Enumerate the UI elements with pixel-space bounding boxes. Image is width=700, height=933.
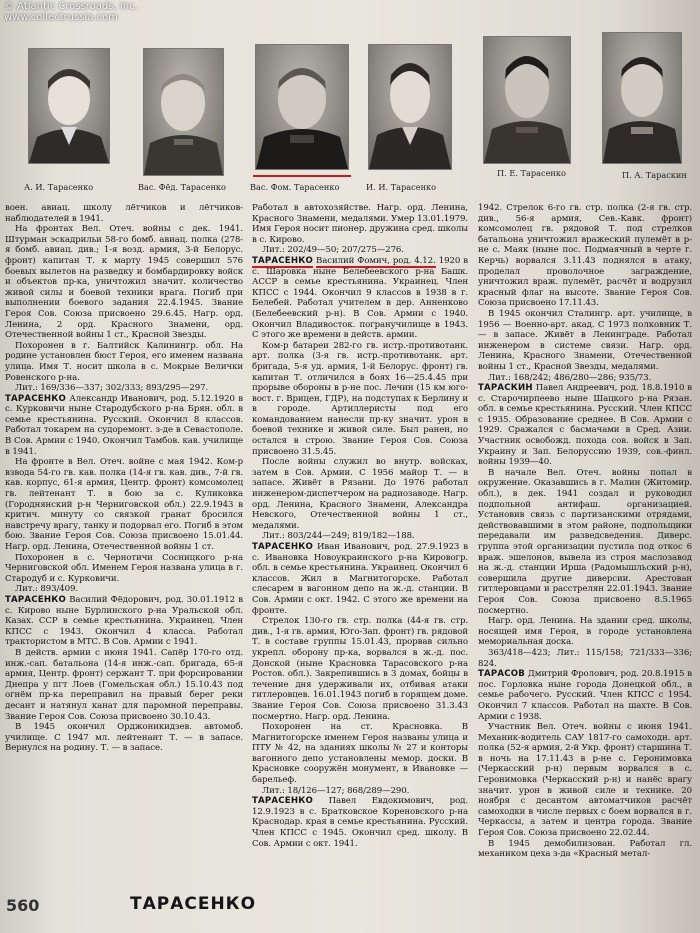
caption-4: И. И. Тарасенко: [366, 182, 437, 192]
entry-head: Павел Андреевич, род. 18.8.1910 в с. Старочирпеево ныне Шацкого р-на Рязан. обл. в семье крестьянина. Русский. Член КПСС с 1935. Образование среднее. В Сов. Армии с 1929. Сражался с басмачами в Сред. Азии. Участник освобожд. похода сов. войск в Зап. Украину и Зап. Белоруссию 1939, сов.-финл. войны 1939—40.: [478, 383, 692, 468]
paragraph: 1942. Стрелок 6-го гв. стр. полка (2-я гв. стр. див., 56-я армия, Сев.-Кавк. фронт) комсомолец гв. рядовой Т. под стрелков батальона уничтожил вражеский пулемёт в р-не с. Маяк (ныне пос. Подмаячный в черте г. Керчь) ворвался 3.11.43 поднялся в атаку, проделал проволочное заграждение, уничтожил враж. пулемёт, расчёт и водрузил красный флаг на высоте. Звание Героя Сов. Союза присвоено 17.11.43.: [478, 203, 692, 309]
page-number: 560: [6, 896, 40, 915]
literature-ref: [478, 648, 692, 669]
paragraph: Стрелок 130-го гв. стр. полка (44-я гв. стр. див., 1-я гв. армия, Юго-Зап. фронт) гв. рядовой Т. в составе группы 15.01.43, прорвав сильно укрепл. оборону пр-ка, ворвался в ж.-д. пос. Донской (ныне Красновка Тарасовского р-на Ростов. обл.). Закрепившись в 3 домах, бойцы в течение дня удерживали их, отбивая атаки гитлеровцев. 16.01.1943 погиб в горящем доме. Звание Героя Сов. Союза присвоено 31.3.43 посмертно. Нагр. орд. Ленина.: [252, 616, 468, 722]
entry-tarasenko-aleksandr: [5, 394, 243, 458]
paragraph: Работал в автохозяйстве. Нагр. орд. Ленина, Красного Знамени, медалями. Умер 13.01.1979. Имя Героя носит пионер. дружина сред. школы в с. Кирово.: [252, 203, 468, 245]
literature-ref: Лит.: 803/244—249; 819/182—188.: [262, 531, 415, 542]
paragraph: В начале Вел. Отеч. войны попал в окружение. Оказавшись в г. Малин (Житомир. обл.), в дек. 1941 создал и руководил подпольной антифаш. организацией. Установив связь с партизанскими отрядами, действовавшими в этом районе, подпольщики передавали им разведсведения. Диверс. группа этой организации пустила под откос 6 враж. эшелонов, вывела из строя маслозавод на ж.-д. станции Ирша (Радомышльский р-н), совершила другие диверсии. Арестован гитлеровцами и расстрелян 22.01.1943. Звание Героя Сов. Союза присвоено 8.5.1965 посмертно.: [478, 467, 692, 616]
caption-2: Вас. Фёд. Тарасенко: [138, 182, 226, 192]
paragraph: Нагр. орд. Ленина. На здании сред. школы, носящей имя Героя, в городе установлена мемориальная доска.: [478, 616, 692, 648]
paragraph: Участник Вел. Отеч. войны с июня 1941. Механик-водитель САУ 1817-го самоходн. арт. полка (52-я армия, 2-й Укр. фронт) старшина Т. в ночь на 17.11.43 в р-не с. Геронимовка (Черкасский р-н) первым ворвался в с. Геронимовка (Черкасский р-н) и нанёс врагу значит. урон в живой силе и технике. 20 ноября с десантом автоматчиков расчёт самоходки в числе первых с боем ворвался в г. Черкассы, а затем и центра города. Звание Героя Сов. Союза присвоено 22.02.44.: [478, 722, 692, 839]
paragraph: На фронтах Вел. Отеч. войны с дек. 1941. Штурман эскадрильи 58-го бомб. авиац. полка (278-я бомб. авиац. див.; 1-я возд. армия, 3-й Белорус. фронт) капитан Т. к марту 1945 совершил 576 боевых вылетов на разведку и бомбардировку войск и объектов пр-ка, уничтожил значит. количество живой силы и боевой техники врага. Погиб при выполнении боевого задания 22.4.1945. Звание Героя Сов. Союза присвоено 29.6.45. Нагр. орд. Ленина, 2 орд. Красного Знамени, орд. Отечественной войны 1 ст., Красной Звезды.: [5, 224, 243, 341]
caption-1: А. И. Тарасенко: [24, 182, 94, 192]
entry-tarasenko-vasily-fom: [252, 256, 468, 341]
entry-tarasenko-pavel: [252, 796, 468, 849]
portrait-photo-3: [255, 44, 349, 170]
literature-ref: Лит.: 202/49—50; 207/275—276.: [262, 245, 404, 256]
paragraph: Ком-р батареи 282-го гв. истр.-противотанк. арт. полка (3-я гв. истр.-противотанк. арт. бригада, 5-я уд. армия, 1-й Белорус. фронт) гв. капитан Т. отличился в боях 16—25.4.45 при прорыве обороны в р-не пос. Лечин (15 км юго-вост. г. Врицен, ГДР), на подступах к Берлину и в городе. Артиллеристы под его командованием нанесли пр-ку значит. урон в боевой технике и живой силе. Был ранен, но остался в строю. Звание Героя Сов. Союза присвоено 31.5.45.: [252, 340, 468, 457]
portrait-photo-6: [602, 32, 682, 164]
paragraph: Похоронен в г. Балтийск Калинингр. обл. На родине установлен бюст Героя, его именем названа улица. Имя Т. носит школа в с. Мокрые Велички Ровенского р-на.: [5, 340, 243, 383]
portrait-photo-4: [368, 44, 452, 170]
entry-head: 1920 в с. Шаровка ныне Белебеевского р-на Башк. АССР в семье крестьянина. Украинец. Член КПСС с 1944. Окончил 9 классов в 1938 в г. Белебей. Работал учителем в дер. Анненково (Белебеевский р-н). В Сов. Армии с 1940. Окончил Владивосток. погранучилище в 1943. С этого же времени в действ. армии.: [252, 255, 468, 341]
literature-ref-right: 363/418—423;: [488, 647, 551, 658]
entry-head: Василий Фёдорович, род. 30.01.1912 в с. Кирово ныне Бурлинского р-на Уральской обл. Казах. ССР в семье крестьянина. Украинец. Член КПСС с 1943. Окончил 4 класса. Работал трактористом в МТС. В Сов. Армии с 1941.: [5, 594, 243, 648]
paragraph: В действ. армии с июня 1941. Сапёр 170-го отд. инж.-сап. батальона (14-я инж.-сап. бригада, 65-я армия, Центр. фронт) сержант Т. при форсировании Днепра у пгт Лоев (Гомельская обл.) 15.10.43 под огнём пр-ка переправил на правый берег реки десант и натянул канат для паромной переправы. Звание Героя Сов. Союза присвоено 30.10.43.: [5, 647, 243, 722]
literature-ref-main: Лит.: 115/158; 721/333—336; 824.: [478, 647, 693, 669]
text-column-3: [478, 203, 692, 860]
portrait-photo-5: [483, 36, 571, 164]
literature-ref: Лит.: 168/242; 486/280—286; 935/73.: [488, 372, 652, 383]
entry-name: ТАРАСЕНКО: [252, 255, 313, 266]
watermark-line1: © Atlantic Crossroads, Inc.: [4, 1, 138, 12]
paragraph: После войны служил во внутр. войсках, затем в Сов. Армии. С 1956 майор Т. — в запасе. Живёт в Рязани. До 1976 работал инженером-диспетчером на радиозаводе. Нагр. орд. Ленина, Красного Знамени, Александра Невского, Отечественной войны 1 ст., медалями.: [252, 457, 468, 531]
caption-6: П. А. Тараскин: [622, 170, 687, 180]
running-head: ТАРАСЕНКО: [130, 894, 257, 914]
entry-name: ТАРАСОВ: [478, 669, 526, 680]
text-column-2: [252, 203, 468, 849]
paragraph: В 1945 окончил Орджоникидзев. автомоб. училище. С 1947 мл. лейтенант Т. — в запасе. Вернулся на родину. Т. — в запасе.: [5, 722, 243, 754]
literature-ref: Лит.: 18/126—127; 868/289—290.: [262, 785, 410, 796]
entry-name: ТАРАСЕНКО: [5, 393, 66, 404]
paragraph: Похоронен в с. Чернотичи Сосницкого р-на Черниговской обл. Именем Героя названа улица в г. Стародуб и с. Курковичи.: [5, 552, 243, 584]
entry-name: ТАРАСЕНКО: [5, 594, 66, 605]
literature-ref: Лит.: 893/409.: [15, 584, 79, 595]
entry-name: ТАРАСЕНКО: [252, 796, 313, 807]
paragraph: Похоронен на ст. Красновка. В Магнитогорске именем Героя названы улица и ПТУ № 42, на зданиях школы № 27 и конторы вагонного депо установлены мемор. доски. В Красновке сооружён монумент, в Ивановке — барельеф.: [252, 722, 468, 786]
entry-head: Дмитрий Фролович, род. 20.8.1915 в пос. Горловка ныне города Донецкой обл., в семье рабочего. Русский. Член КПСС с 1954. Окончил 7 классов. Работал на шахте. В Сов. Армии с 1938.: [478, 669, 692, 722]
entry-tarasenko-vasily-f: [5, 595, 243, 648]
paragraph: воен. авиац. школу лётчиков и лётчиков-наблюдателей в 1941.: [5, 203, 243, 224]
entry-tarasov-dmitry: [478, 669, 692, 722]
watermark-line2: www.collectrussia.com: [4, 12, 118, 23]
portrait-photo-1: [28, 48, 110, 164]
paragraph: В 1945 окончил Сталингр. арт. училище, в 1956 — Военно-арт. акад. С 1973 полковник Т. — в запасе. Живёт в Ленинграде. Работал инженером в системе связи. Нагр. орд. Ленина, Красного Знамени, Отечественной войны 1 ст., Красной Звезды, медалями.: [478, 308, 692, 372]
entry-name: ТАРАСЕНКО: [252, 542, 313, 552]
entry-name-rest: Василий Фомич, род. 4.12.: [316, 255, 436, 266]
text-column-1: [5, 203, 243, 754]
caption-3: Вас. Фом. Тарасенко: [250, 182, 340, 192]
entry-taraskin-pavel: [478, 383, 692, 468]
paragraph: В 1945 демобилизован. Работал гл. механиком цеха з-да «Красный метал-: [478, 838, 692, 860]
entry-head: Иван Иванович, род. 27.9.1923 в с. Ивановка Новоукраинского р-на Кировогр. обл. в семье крестьянина. Украинец. Окончил 6 классов. Жил в Магнитогорске. Работал слесарем в вагонном депо на ж.-д. станции. В Сов. Армии с окт. 1942. С этого же времени на фронте.: [252, 542, 469, 616]
literature-ref: Лит.: 169/336—337; 302/333; 893/295—297.: [15, 383, 209, 394]
portrait-photo-2: [143, 48, 224, 176]
paragraph: На фронте в Вел. Отеч. войне с мая 1942. Ком-р взвода 54-го гв. кав. полка (14-я гв. кав. див., 7-й гв. кав. корпус, 61-я армия, Центр. фронт) комсомолец гв. лейтенант Т. в бою за с. Куликовка (Городнянский р-н Черниговской обл.) 22.9.1943 в критич. минуту со связкой гранат бросился навстречу врагу, танку и подорвал его. Погиб в этом бою. Звание Героя Сов. Союза присвоено 15.01.44. Нагр. орд. Ленина, Отечественной войны 1 ст.: [5, 457, 243, 552]
caption-highlight-underline: [253, 175, 351, 177]
entry-head: Павел Евдокимович, род. 12.9.1923 в с. Братковское Кореновского р-на Краснодар. края в семье крестьянина. Русский. Член КПСС с 1945. Окончил сред. школу. В Сов. Армии с окт. 1941.: [252, 796, 468, 849]
caption-5: П. Е. Тарасенко: [497, 168, 566, 178]
entry-head: Александр Иванович, род. 5.12.1920 в с. Курковичи ныне Стародубского р-на Брян. обл. в семье крестьянина. Русский. Окончил 8 классов. Работал токарем на судоремонт. з-де в Севастополе. В Сов. Армии с 1940. Окончил Тамбов. кав. училище в 1941.: [5, 393, 243, 457]
entry-tarasenko-ivan: [252, 542, 468, 616]
entry-name: ТАРАСКИН: [478, 383, 533, 394]
